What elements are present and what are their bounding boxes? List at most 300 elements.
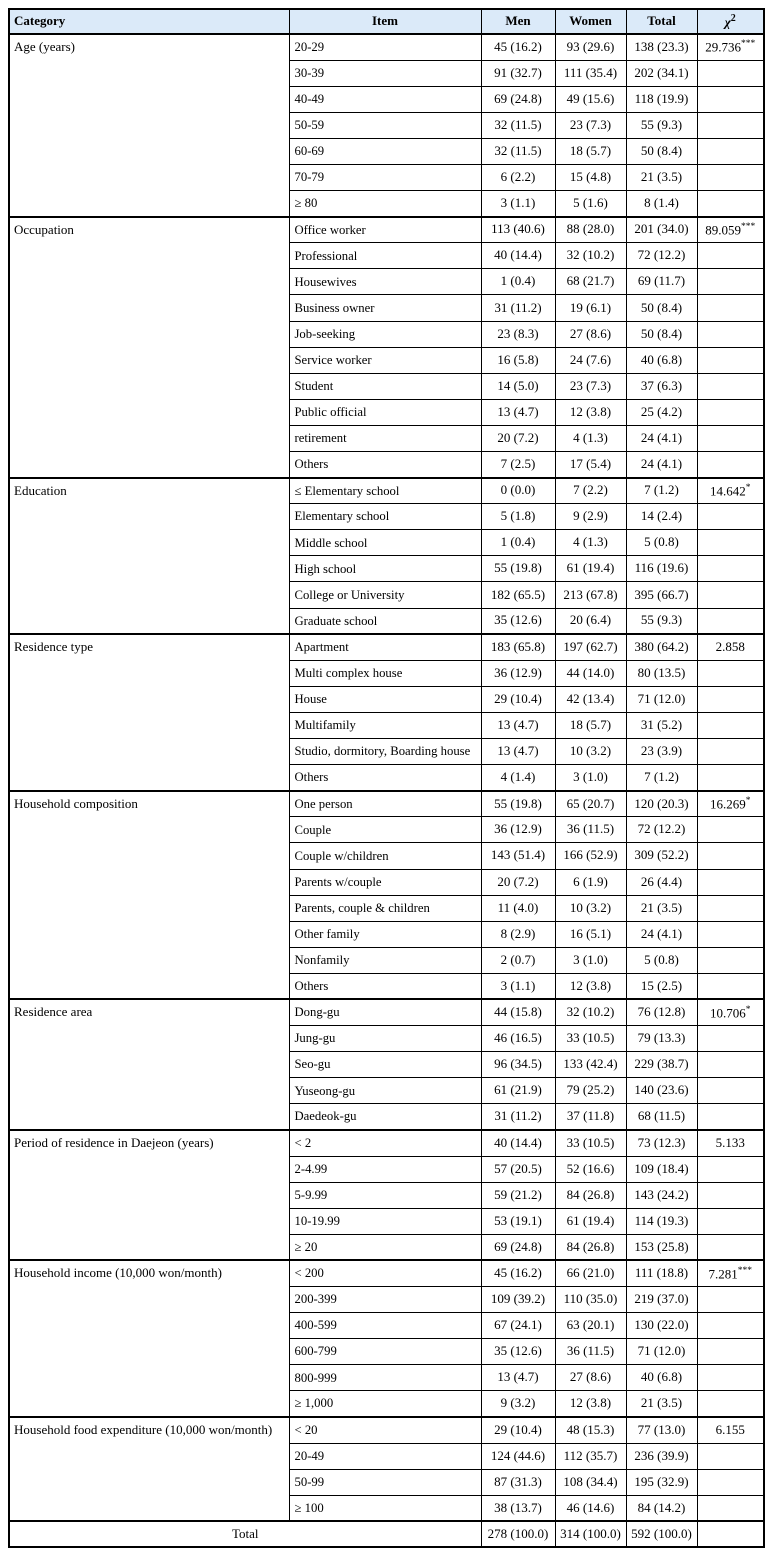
- women-cell: 36 (11.5): [555, 1339, 626, 1365]
- women-cell: 27 (8.6): [555, 321, 626, 347]
- item-cell: House: [289, 686, 481, 712]
- table-row: [9, 999, 764, 1025]
- men-cell: 61 (21.9): [481, 1078, 555, 1104]
- chi-square-cell: [697, 60, 764, 86]
- women-cell: 44 (14.0): [555, 660, 626, 686]
- women-cell: 133 (42.4): [555, 1052, 626, 1078]
- women-cell: 197 (62.7): [555, 634, 626, 660]
- total-cell: 8 (1.4): [626, 191, 697, 217]
- total-women-cell: 314 (100.0): [555, 1521, 626, 1547]
- total-cell: 24 (4.1): [626, 921, 697, 947]
- total-cell: 77 (13.0): [626, 1417, 697, 1443]
- women-cell: 49 (15.6): [555, 86, 626, 112]
- total-cell: 76 (12.8): [626, 999, 697, 1025]
- men-cell: 40 (14.4): [481, 243, 555, 269]
- item-cell: Seo-gu: [289, 1052, 481, 1078]
- table-row: [9, 791, 764, 817]
- women-cell: 65 (20.7): [555, 791, 626, 817]
- header-item: Item: [289, 9, 481, 34]
- chi-square-cell: [697, 34, 764, 60]
- men-cell: 8 (2.9): [481, 921, 555, 947]
- category-cell: Household income (10,000 won/month): [9, 1260, 289, 1417]
- women-cell: 7 (2.2): [555, 478, 626, 504]
- item-cell: Apartment: [289, 634, 481, 660]
- men-cell: 57 (20.5): [481, 1156, 555, 1182]
- chi-square-cell: [697, 843, 764, 869]
- total-cell: 23 (3.9): [626, 739, 697, 765]
- men-cell: 6 (2.2): [481, 164, 555, 190]
- women-cell: 166 (52.9): [555, 843, 626, 869]
- item-cell: ≥ 100: [289, 1495, 481, 1521]
- chi-square-cell: [697, 504, 764, 530]
- chi-square-cell: [697, 269, 764, 295]
- women-cell: 79 (25.2): [555, 1078, 626, 1104]
- total-label-cell: Total: [9, 1521, 481, 1547]
- women-cell: 84 (26.8): [555, 1182, 626, 1208]
- women-cell: 18 (5.7): [555, 138, 626, 164]
- chi-square-cell: [697, 817, 764, 843]
- total-cell: 7 (1.2): [626, 478, 697, 504]
- item-cell: 50-99: [289, 1469, 481, 1495]
- total-cell: 153 (25.8): [626, 1234, 697, 1260]
- men-cell: 1 (0.4): [481, 269, 555, 295]
- chi-square-cell: [697, 1156, 764, 1182]
- table-row: [9, 217, 764, 243]
- chi-square-cell: [697, 164, 764, 190]
- men-cell: 36 (12.9): [481, 660, 555, 686]
- chi-square-cell: [697, 765, 764, 791]
- category-cell: Education: [9, 478, 289, 635]
- chi-square-cell: [697, 191, 764, 217]
- total-cell: 50 (8.4): [626, 138, 697, 164]
- women-cell: 61 (19.4): [555, 556, 626, 582]
- total-cell: 130 (22.0): [626, 1313, 697, 1339]
- men-cell: 45 (16.2): [481, 34, 555, 60]
- item-cell: 400-599: [289, 1313, 481, 1339]
- chi-square-cell: [697, 582, 764, 608]
- chi-square-cell: [697, 1078, 764, 1104]
- header-men: Men: [481, 9, 555, 34]
- chi-square-cell: [697, 921, 764, 947]
- total-cell: 195 (32.9): [626, 1469, 697, 1495]
- total-cell: 40 (6.8): [626, 347, 697, 373]
- women-cell: 9 (2.9): [555, 504, 626, 530]
- total-cell: 80 (13.5): [626, 660, 697, 686]
- men-cell: 38 (13.7): [481, 1495, 555, 1521]
- women-cell: 27 (8.6): [555, 1365, 626, 1391]
- item-cell: Multi complex house: [289, 660, 481, 686]
- item-cell: Others: [289, 973, 481, 999]
- chi-square-cell: [697, 1417, 764, 1443]
- men-cell: 40 (14.4): [481, 1130, 555, 1156]
- chi-square-cell: [697, 973, 764, 999]
- total-chi-cell: [697, 1521, 764, 1547]
- item-cell: Elementary school: [289, 504, 481, 530]
- item-cell: Jung-gu: [289, 1026, 481, 1052]
- item-cell: 70-79: [289, 164, 481, 190]
- women-cell: 12 (3.8): [555, 973, 626, 999]
- men-cell: 0 (0.0): [481, 478, 555, 504]
- men-cell: 183 (65.8): [481, 634, 555, 660]
- item-cell: High school: [289, 556, 481, 582]
- men-cell: 29 (10.4): [481, 686, 555, 712]
- total-cell: 380 (64.2): [626, 634, 697, 660]
- table-row: [9, 1260, 764, 1286]
- men-cell: 5 (1.8): [481, 504, 555, 530]
- total-cell: 109 (18.4): [626, 1156, 697, 1182]
- item-cell: Multifamily: [289, 712, 481, 738]
- women-cell: 23 (7.3): [555, 112, 626, 138]
- item-cell: College or University: [289, 582, 481, 608]
- item-cell: One person: [289, 791, 481, 817]
- men-cell: 9 (3.2): [481, 1391, 555, 1417]
- table-row: [9, 634, 764, 660]
- item-cell: Graduate school: [289, 608, 481, 634]
- chi-square-value: 14.642: [710, 483, 746, 499]
- total-cell: 236 (39.9): [626, 1443, 697, 1469]
- chi-square-value: 10.706: [710, 1004, 746, 1020]
- category-cell: Household composition: [9, 791, 289, 1000]
- chi-square-value: 16.269: [710, 796, 746, 812]
- item-cell: Other family: [289, 921, 481, 947]
- chi-superscript: 2: [730, 12, 736, 24]
- women-cell: 17 (5.4): [555, 452, 626, 478]
- table-row: [9, 34, 764, 60]
- women-cell: 12 (3.8): [555, 1391, 626, 1417]
- total-cell: 116 (19.6): [626, 556, 697, 582]
- item-cell: 20-49: [289, 1443, 481, 1469]
- women-cell: 111 (35.4): [555, 60, 626, 86]
- total-men-cell: 278 (100.0): [481, 1521, 555, 1547]
- women-cell: 12 (3.8): [555, 399, 626, 425]
- women-cell: 48 (15.3): [555, 1417, 626, 1443]
- total-cell: 140 (23.6): [626, 1078, 697, 1104]
- significance-stars: ***: [737, 1265, 752, 1276]
- women-cell: 19 (6.1): [555, 295, 626, 321]
- total-cell: 26 (4.4): [626, 869, 697, 895]
- men-cell: 59 (21.2): [481, 1182, 555, 1208]
- total-cell: 309 (52.2): [626, 843, 697, 869]
- item-cell: Couple w/children: [289, 843, 481, 869]
- chi-square-cell: [697, 791, 764, 817]
- chi-square-cell: [697, 1391, 764, 1417]
- chi-square-cell: [697, 243, 764, 269]
- men-cell: 91 (32.7): [481, 60, 555, 86]
- men-cell: 1 (0.4): [481, 530, 555, 556]
- men-cell: 13 (4.7): [481, 399, 555, 425]
- total-cell: 25 (4.2): [626, 399, 697, 425]
- chi-square-cell: [697, 321, 764, 347]
- category-cell: Occupation: [9, 217, 289, 478]
- chi-square-cell: [697, 399, 764, 425]
- chi-square-cell: [697, 217, 764, 243]
- table-row: [9, 1417, 764, 1443]
- women-cell: 10 (3.2): [555, 739, 626, 765]
- men-cell: 46 (16.5): [481, 1026, 555, 1052]
- chi-square-cell: [697, 1208, 764, 1234]
- men-cell: 11 (4.0): [481, 895, 555, 921]
- total-cell: 114 (19.3): [626, 1208, 697, 1234]
- women-cell: 108 (34.4): [555, 1469, 626, 1495]
- chi-square-cell: [697, 1365, 764, 1391]
- women-cell: 5 (1.6): [555, 191, 626, 217]
- item-cell: Business owner: [289, 295, 481, 321]
- women-cell: 16 (5.1): [555, 921, 626, 947]
- chi-square-cell: [697, 556, 764, 582]
- total-cell: 84 (14.2): [626, 1495, 697, 1521]
- chi-square-cell: [697, 1495, 764, 1521]
- item-cell: Parents w/couple: [289, 869, 481, 895]
- men-cell: 20 (7.2): [481, 869, 555, 895]
- demographics-table: [8, 8, 765, 1548]
- total-cell: 21 (3.5): [626, 164, 697, 190]
- item-cell: 50-59: [289, 112, 481, 138]
- chi-square-cell: [697, 660, 764, 686]
- men-cell: 182 (65.5): [481, 582, 555, 608]
- item-cell: 40-49: [289, 86, 481, 112]
- item-cell: ≥ 20: [289, 1234, 481, 1260]
- total-row: [9, 1521, 764, 1547]
- total-cell: 68 (11.5): [626, 1104, 697, 1130]
- category-cell: Period of residence in Daejeon (years): [9, 1130, 289, 1260]
- chi-square-value: 7.281: [708, 1265, 738, 1281]
- women-cell: 15 (4.8): [555, 164, 626, 190]
- item-cell: Parents, couple & children: [289, 895, 481, 921]
- total-cell: 138 (23.3): [626, 34, 697, 60]
- total-cell: 5 (0.8): [626, 530, 697, 556]
- chi-square-value: 2.858: [715, 638, 745, 654]
- total-cell: 31 (5.2): [626, 712, 697, 738]
- chi-square-cell: [697, 347, 764, 373]
- total-cell: 219 (37.0): [626, 1287, 697, 1313]
- significance-stars: ***: [741, 221, 756, 232]
- header-total: Total: [626, 9, 697, 34]
- total-cell: 50 (8.4): [626, 321, 697, 347]
- total-cell: 120 (20.3): [626, 791, 697, 817]
- chi-square-cell: [697, 478, 764, 504]
- men-cell: 13 (4.7): [481, 712, 555, 738]
- total-cell: 202 (34.1): [626, 60, 697, 86]
- total-cell: 71 (12.0): [626, 1339, 697, 1365]
- item-cell: Yuseong-gu: [289, 1078, 481, 1104]
- men-cell: 36 (12.9): [481, 817, 555, 843]
- item-cell: Couple: [289, 817, 481, 843]
- significance-stars: *: [745, 1004, 751, 1015]
- item-cell: 5-9.99: [289, 1182, 481, 1208]
- item-cell: < 2: [289, 1130, 481, 1156]
- chi-square-cell: [697, 739, 764, 765]
- item-cell: 60-69: [289, 138, 481, 164]
- chi-square-cell: [697, 1052, 764, 1078]
- item-cell: < 200: [289, 1260, 481, 1286]
- total-cell: 118 (19.9): [626, 86, 697, 112]
- women-cell: 68 (21.7): [555, 269, 626, 295]
- women-cell: 6 (1.9): [555, 869, 626, 895]
- women-cell: 93 (29.6): [555, 34, 626, 60]
- significance-stars: *: [745, 482, 751, 493]
- item-cell: 200-399: [289, 1287, 481, 1313]
- women-cell: 18 (5.7): [555, 712, 626, 738]
- item-cell: retirement: [289, 425, 481, 451]
- chi-square-cell: [697, 869, 764, 895]
- total-cell: 55 (9.3): [626, 608, 697, 634]
- women-cell: 63 (20.1): [555, 1313, 626, 1339]
- chi-square-cell: [697, 1339, 764, 1365]
- total-cell: 72 (12.2): [626, 243, 697, 269]
- women-cell: 42 (13.4): [555, 686, 626, 712]
- women-cell: 110 (35.0): [555, 1287, 626, 1313]
- men-cell: 53 (19.1): [481, 1208, 555, 1234]
- men-cell: 69 (24.8): [481, 1234, 555, 1260]
- header-chi-square: [697, 9, 764, 34]
- men-cell: 69 (24.8): [481, 86, 555, 112]
- men-cell: 32 (11.5): [481, 138, 555, 164]
- chi-square-cell: [697, 112, 764, 138]
- total-cell: 73 (12.3): [626, 1130, 697, 1156]
- men-cell: 13 (4.7): [481, 739, 555, 765]
- total-cell: 111 (18.8): [626, 1260, 697, 1286]
- men-cell: 113 (40.6): [481, 217, 555, 243]
- men-cell: 20 (7.2): [481, 425, 555, 451]
- header-category: Category: [9, 9, 289, 34]
- chi-square-cell: [697, 712, 764, 738]
- women-cell: 213 (67.8): [555, 582, 626, 608]
- total-cell: 21 (3.5): [626, 1391, 697, 1417]
- total-cell: 395 (66.7): [626, 582, 697, 608]
- chi-square-cell: [697, 634, 764, 660]
- chi-square-cell: [697, 86, 764, 112]
- total-total-cell: 592 (100.0): [626, 1521, 697, 1547]
- item-cell: Daedeok-gu: [289, 1104, 481, 1130]
- men-cell: 3 (1.1): [481, 191, 555, 217]
- chi-square-cell: [697, 1287, 764, 1313]
- men-cell: 35 (12.6): [481, 1339, 555, 1365]
- chi-square-cell: [697, 373, 764, 399]
- men-cell: 3 (1.1): [481, 973, 555, 999]
- total-cell: 37 (6.3): [626, 373, 697, 399]
- header-row: [9, 9, 764, 34]
- item-cell: 30-39: [289, 60, 481, 86]
- chi-square-cell: [697, 295, 764, 321]
- category-cell: Residence area: [9, 999, 289, 1129]
- item-cell: Service worker: [289, 347, 481, 373]
- chi-symbol: χ: [724, 14, 731, 30]
- men-cell: 35 (12.6): [481, 608, 555, 634]
- total-cell: 55 (9.3): [626, 112, 697, 138]
- women-cell: 66 (21.0): [555, 1260, 626, 1286]
- chi-square-cell: [697, 530, 764, 556]
- chi-square-cell: [697, 1104, 764, 1130]
- chi-square-cell: [697, 947, 764, 973]
- total-cell: 79 (13.3): [626, 1026, 697, 1052]
- total-cell: 143 (24.2): [626, 1182, 697, 1208]
- women-cell: 4 (1.3): [555, 425, 626, 451]
- men-cell: 124 (44.6): [481, 1443, 555, 1469]
- total-cell: 50 (8.4): [626, 295, 697, 321]
- men-cell: 87 (31.3): [481, 1469, 555, 1495]
- item-cell: 2-4.99: [289, 1156, 481, 1182]
- item-cell: Job-seeking: [289, 321, 481, 347]
- chi-square-value: 89.059: [705, 222, 741, 238]
- header-women: Women: [555, 9, 626, 34]
- item-cell: Nonfamily: [289, 947, 481, 973]
- women-cell: 37 (11.8): [555, 1104, 626, 1130]
- item-cell: Others: [289, 765, 481, 791]
- table-row: [9, 1130, 764, 1156]
- chi-square-cell: [697, 1469, 764, 1495]
- women-cell: 112 (35.7): [555, 1443, 626, 1469]
- women-cell: 24 (7.6): [555, 347, 626, 373]
- chi-square-cell: [697, 1182, 764, 1208]
- chi-square-cell: [697, 452, 764, 478]
- item-cell: ≥ 80: [289, 191, 481, 217]
- item-cell: ≥ 1,000: [289, 1391, 481, 1417]
- total-cell: 14 (2.4): [626, 504, 697, 530]
- table-row: [9, 478, 764, 504]
- chi-square-value: 29.736: [705, 39, 741, 55]
- men-cell: 109 (39.2): [481, 1287, 555, 1313]
- men-cell: 31 (11.2): [481, 295, 555, 321]
- men-cell: 14 (5.0): [481, 373, 555, 399]
- men-cell: 2 (0.7): [481, 947, 555, 973]
- total-cell: 71 (12.0): [626, 686, 697, 712]
- men-cell: 44 (15.8): [481, 999, 555, 1025]
- women-cell: 33 (10.5): [555, 1130, 626, 1156]
- women-cell: 84 (26.8): [555, 1234, 626, 1260]
- women-cell: 20 (6.4): [555, 608, 626, 634]
- men-cell: 4 (1.4): [481, 765, 555, 791]
- men-cell: 45 (16.2): [481, 1260, 555, 1286]
- total-cell: 7 (1.2): [626, 765, 697, 791]
- significance-stars: ***: [741, 39, 756, 50]
- item-cell: ≤ Elementary school: [289, 478, 481, 504]
- women-cell: 32 (10.2): [555, 999, 626, 1025]
- table-body: [9, 34, 764, 1547]
- item-cell: 10-19.99: [289, 1208, 481, 1234]
- men-cell: 55 (19.8): [481, 791, 555, 817]
- chi-square-cell: [697, 686, 764, 712]
- men-cell: 7 (2.5): [481, 452, 555, 478]
- significance-stars: *: [745, 795, 751, 806]
- women-cell: 10 (3.2): [555, 895, 626, 921]
- chi-square-cell: [697, 608, 764, 634]
- category-cell: Age (years): [9, 34, 289, 217]
- chi-square-cell: [697, 1130, 764, 1156]
- women-cell: 52 (16.6): [555, 1156, 626, 1182]
- total-cell: 201 (34.0): [626, 217, 697, 243]
- men-cell: 67 (24.1): [481, 1313, 555, 1339]
- men-cell: 29 (10.4): [481, 1417, 555, 1443]
- women-cell: 33 (10.5): [555, 1026, 626, 1052]
- women-cell: 23 (7.3): [555, 373, 626, 399]
- chi-square-cell: [697, 425, 764, 451]
- item-cell: Office worker: [289, 217, 481, 243]
- men-cell: 32 (11.5): [481, 112, 555, 138]
- total-cell: 24 (4.1): [626, 425, 697, 451]
- item-cell: Student: [289, 373, 481, 399]
- total-cell: 5 (0.8): [626, 947, 697, 973]
- item-cell: Others: [289, 452, 481, 478]
- item-cell: < 20: [289, 1417, 481, 1443]
- men-cell: 143 (51.4): [481, 843, 555, 869]
- chi-square-cell: [697, 138, 764, 164]
- women-cell: 61 (19.4): [555, 1208, 626, 1234]
- chi-square-value: 5.133: [715, 1134, 745, 1150]
- men-cell: 31 (11.2): [481, 1104, 555, 1130]
- item-cell: Public official: [289, 399, 481, 425]
- total-cell: 72 (12.2): [626, 817, 697, 843]
- chi-square-cell: [697, 999, 764, 1025]
